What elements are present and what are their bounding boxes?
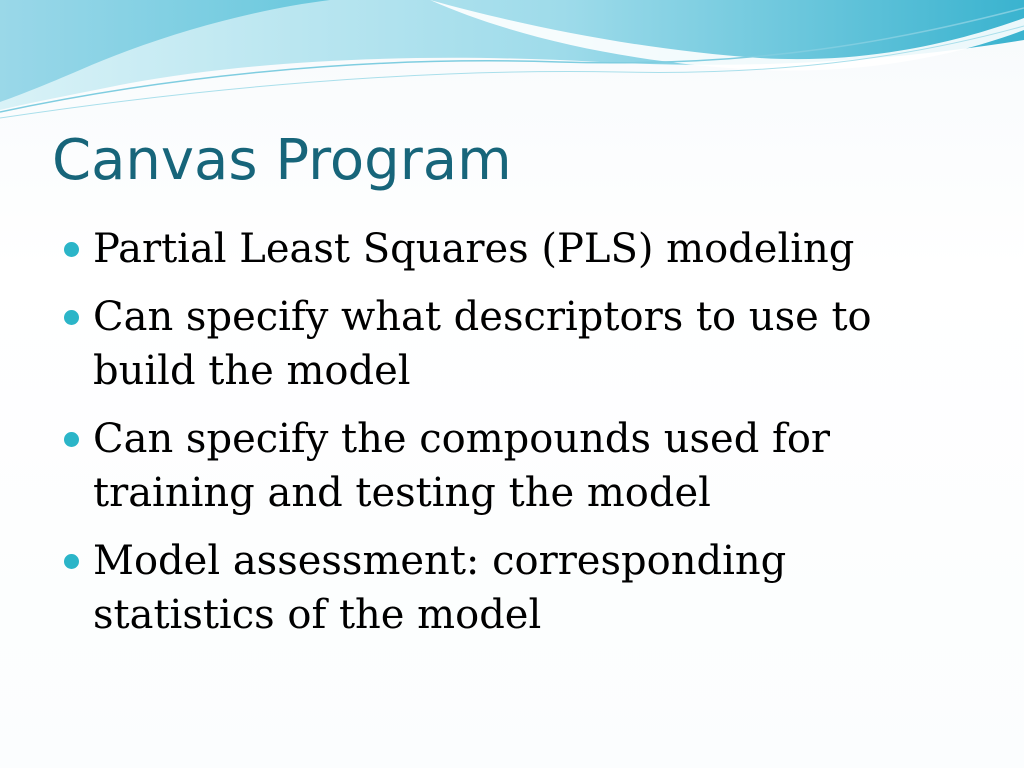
bullet-item	[60, 222, 960, 276]
bullet-item	[60, 534, 960, 642]
bullet-marker-icon	[64, 242, 79, 257]
bullet-text: Model assessment: corresponding statistics of the model	[93, 538, 787, 638]
bullet-marker-icon	[64, 432, 79, 447]
bullet-text: Partial Least Squares (PLS) modeling	[93, 226, 855, 272]
bullet-marker-icon	[64, 554, 79, 569]
header-wave-decoration	[0, 0, 1024, 130]
bullet-list	[60, 222, 960, 656]
bullet-text: Can specify the compounds used for training and testing the model	[93, 416, 831, 516]
bullet-marker-icon	[64, 310, 79, 325]
slide-title: Canvas Program	[52, 128, 512, 193]
bullet-item	[60, 290, 960, 398]
bullet-text: Can specify what descriptors to use to build the model	[93, 294, 872, 394]
bullet-item	[60, 412, 960, 520]
